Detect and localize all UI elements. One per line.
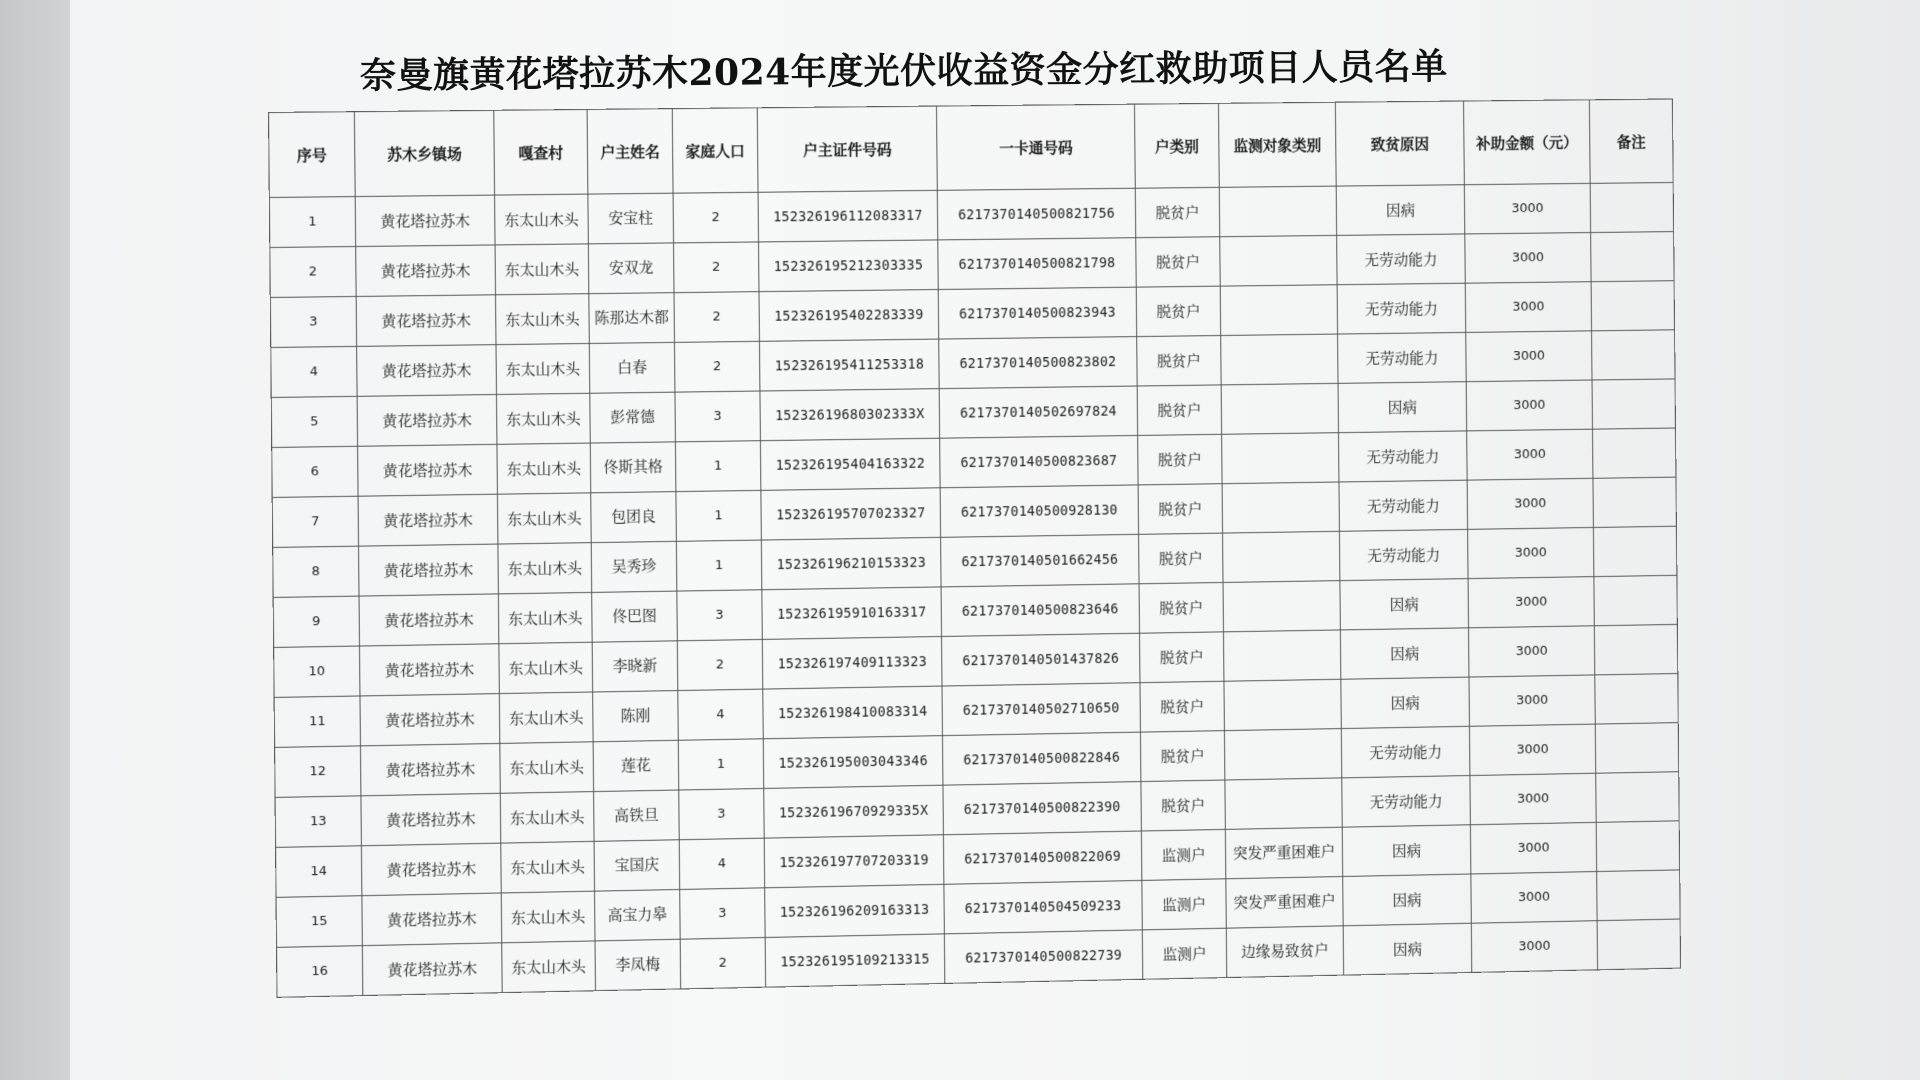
cell-no: 4: [271, 346, 357, 397]
cell-monitor: [1223, 581, 1340, 632]
cell-name: 陈那达木都: [589, 293, 675, 344]
cell-monitor: [1220, 285, 1337, 336]
cell-amount: 3000: [1469, 724, 1595, 775]
cell-no: 7: [272, 496, 358, 547]
cell-card: 6217370140500822390: [943, 782, 1141, 835]
cell-id: 152326195707023327: [761, 488, 941, 540]
cell-pop: 1: [676, 540, 761, 591]
cell-town: 黄花塔拉苏木: [358, 494, 498, 546]
cell-no: 10: [274, 646, 360, 697]
cell-cause: 无劳动能力: [1339, 480, 1468, 531]
cell-note: [1593, 477, 1676, 527]
cell-note: [1591, 281, 1674, 331]
cell-note: [1595, 674, 1678, 725]
cell-amount: 3000: [1466, 380, 1592, 431]
cell-cause: 因病: [1342, 825, 1471, 877]
cell-note: [1595, 723, 1678, 774]
cell-town: 黄花塔拉苏木: [360, 743, 500, 795]
cell-town: 黄花塔拉苏木: [359, 544, 499, 596]
cell-pop: 3: [677, 590, 762, 641]
cell-amount: 3000: [1464, 183, 1590, 234]
cell-card: 6217370140501437826: [942, 633, 1140, 686]
cell-cause: 无劳动能力: [1338, 431, 1467, 482]
cell-village: 东太山木头: [498, 543, 592, 594]
cell-name: 佟巴图: [592, 591, 678, 642]
cell-amount: 3000: [1468, 577, 1594, 628]
cell-id: 152326197707203319: [764, 835, 944, 888]
header-cell: 苏木乡镇场: [354, 110, 494, 196]
cell-town: 黄花塔拉苏木: [361, 843, 501, 896]
cell-pop: 2: [674, 242, 759, 293]
cell-note: [1590, 182, 1673, 232]
cell-no: 2: [270, 247, 356, 298]
cell-amount: 3000: [1469, 626, 1595, 677]
cell-pop: 2: [677, 639, 762, 690]
cell-town: 黄花塔拉苏木: [357, 345, 497, 397]
cell-note: [1592, 428, 1675, 478]
cell-note: [1593, 526, 1676, 576]
cell-id: 152326195109213315: [765, 934, 945, 987]
cell-name: 李晓新: [592, 641, 678, 692]
cell-card: 6217370140500821798: [938, 238, 1136, 290]
cell-id: 152326196209163313: [765, 884, 945, 937]
cell-town: 黄花塔拉苏木: [360, 694, 500, 746]
cell-town: 黄花塔拉苏木: [358, 444, 498, 496]
cell-monitor: [1225, 778, 1342, 830]
cell-type: 脱贫户: [1141, 780, 1225, 831]
header-cell: 家庭人口: [672, 108, 758, 193]
cell-type: 脱贫户: [1140, 731, 1224, 782]
cell-card: 6217370140500822069: [943, 831, 1141, 884]
cell-card: 6217370140500823687: [940, 435, 1138, 487]
cell-pop: 1: [678, 739, 763, 790]
cell-cause: 因病: [1340, 579, 1469, 630]
cell-amount: 3000: [1467, 478, 1593, 529]
cell-card: 6217370140500928130: [940, 485, 1138, 537]
cell-id: 15232619680302333X: [760, 389, 940, 441]
cell-village: 东太山木头: [501, 891, 595, 943]
cell-amount: 3000: [1470, 773, 1596, 825]
table-header-row: [269, 99, 1674, 197]
cell-type: 脱贫户: [1140, 632, 1224, 683]
cell-amount: 3000: [1469, 675, 1595, 726]
cell-note: [1592, 379, 1675, 429]
cell-amount: 3000: [1470, 822, 1596, 874]
cell-card: 6217370140504509233: [944, 880, 1142, 933]
cell-no: 8: [273, 546, 359, 597]
cell-amount: 3000: [1467, 429, 1593, 480]
cell-amount: 3000: [1471, 921, 1597, 973]
cell-card: 6217370140502697824: [939, 386, 1137, 438]
header-cell: 户主证件号码: [757, 106, 937, 192]
cell-id: 152326195212303335: [759, 240, 939, 292]
cell-note: [1596, 821, 1679, 872]
cell-village: 东太山木头: [500, 742, 594, 793]
cell-note: [1597, 870, 1680, 921]
cell-amount: 3000: [1465, 233, 1591, 284]
cell-monitor: [1219, 186, 1336, 237]
cell-village: 东太山木头: [496, 294, 590, 345]
cell-amount: 3000: [1466, 331, 1592, 382]
cell-amount: 3000: [1468, 527, 1594, 578]
roster-table-wrapper: [268, 99, 1680, 998]
cell-village: 东太山木头: [501, 841, 595, 893]
cell-name: 宝国庆: [594, 840, 680, 891]
cell-village: 东太山木头: [502, 941, 596, 993]
cell-monitor: [1222, 482, 1339, 533]
cell-village: 东太山木头: [499, 642, 593, 693]
cell-village: 东太山木头: [495, 244, 589, 295]
cell-village: 东太山木头: [496, 343, 590, 394]
cell-card: 6217370140502710650: [942, 683, 1140, 736]
cell-no: 9: [273, 596, 359, 647]
cell-pop: 3: [679, 788, 764, 839]
cell-no: 16: [277, 946, 363, 998]
cell-cause: 因病: [1343, 874, 1472, 926]
document-title: 奈曼旗黄花塔拉苏木2024年度光伏收益资金分红救助项目人员名单: [359, 45, 1448, 97]
cell-town: 黄花塔拉苏木: [357, 394, 497, 446]
cell-note: [1597, 919, 1680, 970]
cell-village: 东太山木头: [499, 692, 593, 743]
cell-name: 高宝力皋: [595, 889, 681, 940]
cell-name: 李凤梅: [595, 939, 681, 991]
cell-id: 152326195404163322: [760, 438, 940, 490]
cell-village: 东太山木头: [496, 393, 590, 444]
cell-town: 黄花塔拉苏木: [355, 195, 495, 246]
cell-monitor: [1221, 383, 1338, 434]
cell-village: 东太山木头: [495, 194, 589, 245]
cell-monitor: [1224, 729, 1341, 780]
cell-no: 5: [271, 396, 357, 447]
cell-type: 脱贫户: [1140, 681, 1224, 732]
cell-name: 高铁旦: [594, 790, 680, 841]
cell-pop: 3: [680, 888, 765, 939]
cell-cause: 无劳动能力: [1342, 776, 1471, 828]
header-cell: 补助金额（元）: [1464, 100, 1591, 185]
cell-town: 黄花塔拉苏木: [356, 295, 496, 347]
cell-name: 包团良: [591, 492, 677, 543]
cell-pop: 2: [673, 192, 758, 243]
cell-no: 6: [272, 446, 358, 497]
header-cell: 序号: [269, 112, 356, 198]
cell-monitor: [1222, 433, 1339, 484]
cell-cause: 因病: [1336, 185, 1465, 236]
cell-no: 11: [274, 696, 360, 747]
cell-id: 152326197409113323: [762, 636, 942, 689]
cell-name: 佟斯其格: [590, 442, 676, 493]
cell-no: 14: [276, 846, 362, 898]
cell-monitor: [1224, 679, 1341, 730]
cell-type: 脱贫户: [1136, 237, 1220, 287]
cell-id: 152326196210153323: [761, 537, 941, 589]
cell-name: 安双龙: [588, 243, 674, 294]
cell-card: 6217370140500821756: [937, 188, 1135, 240]
cell-card: 6217370140500823646: [941, 584, 1139, 637]
cell-cause: 无劳动能力: [1341, 726, 1470, 778]
cell-name: 吴秀珍: [591, 541, 677, 592]
cell-card: 6217370140500822846: [942, 732, 1140, 785]
cell-id: 15232619670929335X: [764, 785, 944, 838]
cell-monitor: 突发严重困难户: [1226, 876, 1343, 928]
cell-amount: 3000: [1465, 282, 1591, 333]
cell-card: 6217370140500823943: [938, 287, 1136, 339]
header-cell: 户主姓名: [587, 109, 673, 194]
cell-monitor: 边缘易致贫户: [1226, 926, 1343, 978]
cell-pop: 3: [675, 391, 760, 442]
cell-name: 彭常德: [590, 392, 676, 443]
cell-type: 脱贫户: [1137, 336, 1221, 387]
cell-town: 黄花塔拉苏木: [362, 893, 502, 946]
cell-cause: 无劳动能力: [1339, 529, 1468, 580]
document-sheet: [70, 0, 1920, 1080]
cell-type: 脱贫户: [1139, 582, 1223, 633]
cell-type: 监测户: [1142, 879, 1226, 930]
cell-cause: 无劳动能力: [1337, 283, 1466, 334]
cell-type: 脱贫户: [1138, 434, 1222, 485]
cell-card: 6217370140500823802: [939, 337, 1137, 389]
header-cell: 监测对象类别: [1218, 102, 1336, 187]
cell-id: 152326195910163317: [762, 587, 942, 640]
cell-cause: 因病: [1340, 628, 1469, 679]
table-body: [269, 182, 1680, 997]
cell-town: 黄花塔拉苏木: [359, 594, 499, 646]
cell-id: 152326195003043346: [763, 736, 943, 789]
cell-cause: 无劳动能力: [1338, 332, 1467, 383]
cell-amount: 3000: [1471, 872, 1597, 924]
cell-type: 脱贫户: [1136, 286, 1220, 336]
cell-pop: 1: [676, 490, 761, 541]
cell-no: 3: [270, 296, 356, 347]
cell-village: 东太山木头: [497, 443, 591, 494]
cell-name: 陈刚: [593, 691, 679, 742]
cell-pop: 2: [674, 341, 759, 392]
cell-village: 东太山木头: [500, 792, 594, 844]
cell-note: [1591, 232, 1674, 282]
cell-no: 15: [276, 896, 362, 948]
roster-table: [268, 99, 1681, 998]
cell-cause: 因病: [1341, 677, 1470, 728]
cell-village: 东太山木头: [497, 493, 591, 544]
cell-card: 6217370140501662456: [941, 534, 1139, 587]
cell-town: 黄花塔拉苏木: [359, 644, 499, 696]
cell-monitor: [1223, 630, 1340, 681]
cell-note: [1592, 330, 1675, 380]
cell-name: 莲花: [593, 740, 679, 791]
cell-note: [1596, 772, 1679, 823]
header-cell: 嘎查村: [494, 109, 588, 195]
cell-type: 脱贫户: [1138, 484, 1222, 535]
cell-town: 黄花塔拉苏木: [356, 245, 496, 297]
cell-id: 152326196112083317: [758, 190, 938, 242]
cell-pop: 2: [674, 292, 759, 343]
cell-note: [1594, 624, 1677, 675]
cell-card: 6217370140500822739: [944, 930, 1142, 984]
cell-cause: 无劳动能力: [1337, 234, 1466, 285]
header-cell: 致贫原因: [1335, 101, 1464, 186]
cell-town: 黄花塔拉苏木: [362, 943, 502, 996]
cell-pop: 4: [679, 838, 764, 889]
cell-type: 脱贫户: [1137, 385, 1221, 436]
header-cell: 户类别: [1134, 103, 1219, 188]
header-cell: 备注: [1589, 99, 1673, 183]
cell-note: [1594, 575, 1677, 625]
cell-monitor: [1223, 531, 1340, 582]
cell-name: 白春: [589, 342, 675, 393]
cell-type: 脱贫户: [1135, 187, 1219, 237]
cell-id: 152326195402283339: [759, 289, 939, 341]
cell-pop: 4: [678, 689, 763, 740]
cell-name: 安宝柱: [588, 193, 674, 244]
cell-type: 监测户: [1142, 928, 1226, 979]
cell-type: 监测户: [1141, 829, 1225, 880]
cell-pop: 2: [680, 937, 765, 988]
cell-monitor: 突发严重困难户: [1225, 827, 1342, 879]
cell-cause: 因病: [1338, 382, 1467, 433]
cell-id: 152326198410083314: [763, 686, 943, 739]
cell-village: 东太山木头: [498, 592, 592, 643]
cell-no: 13: [275, 796, 361, 848]
cell-type: 脱贫户: [1139, 533, 1223, 584]
cell-town: 黄花塔拉苏木: [361, 793, 501, 845]
cell-no: 12: [275, 746, 361, 798]
cell-no: 1: [269, 197, 355, 248]
cell-cause: 因病: [1343, 923, 1472, 975]
monitor-bezel: [0, 0, 70, 1080]
cell-pop: 1: [675, 441, 760, 492]
cell-monitor: [1220, 235, 1337, 286]
cell-id: 152326195411253318: [759, 339, 939, 391]
cell-monitor: [1221, 334, 1338, 385]
header-cell: 一卡通号码: [936, 104, 1135, 190]
